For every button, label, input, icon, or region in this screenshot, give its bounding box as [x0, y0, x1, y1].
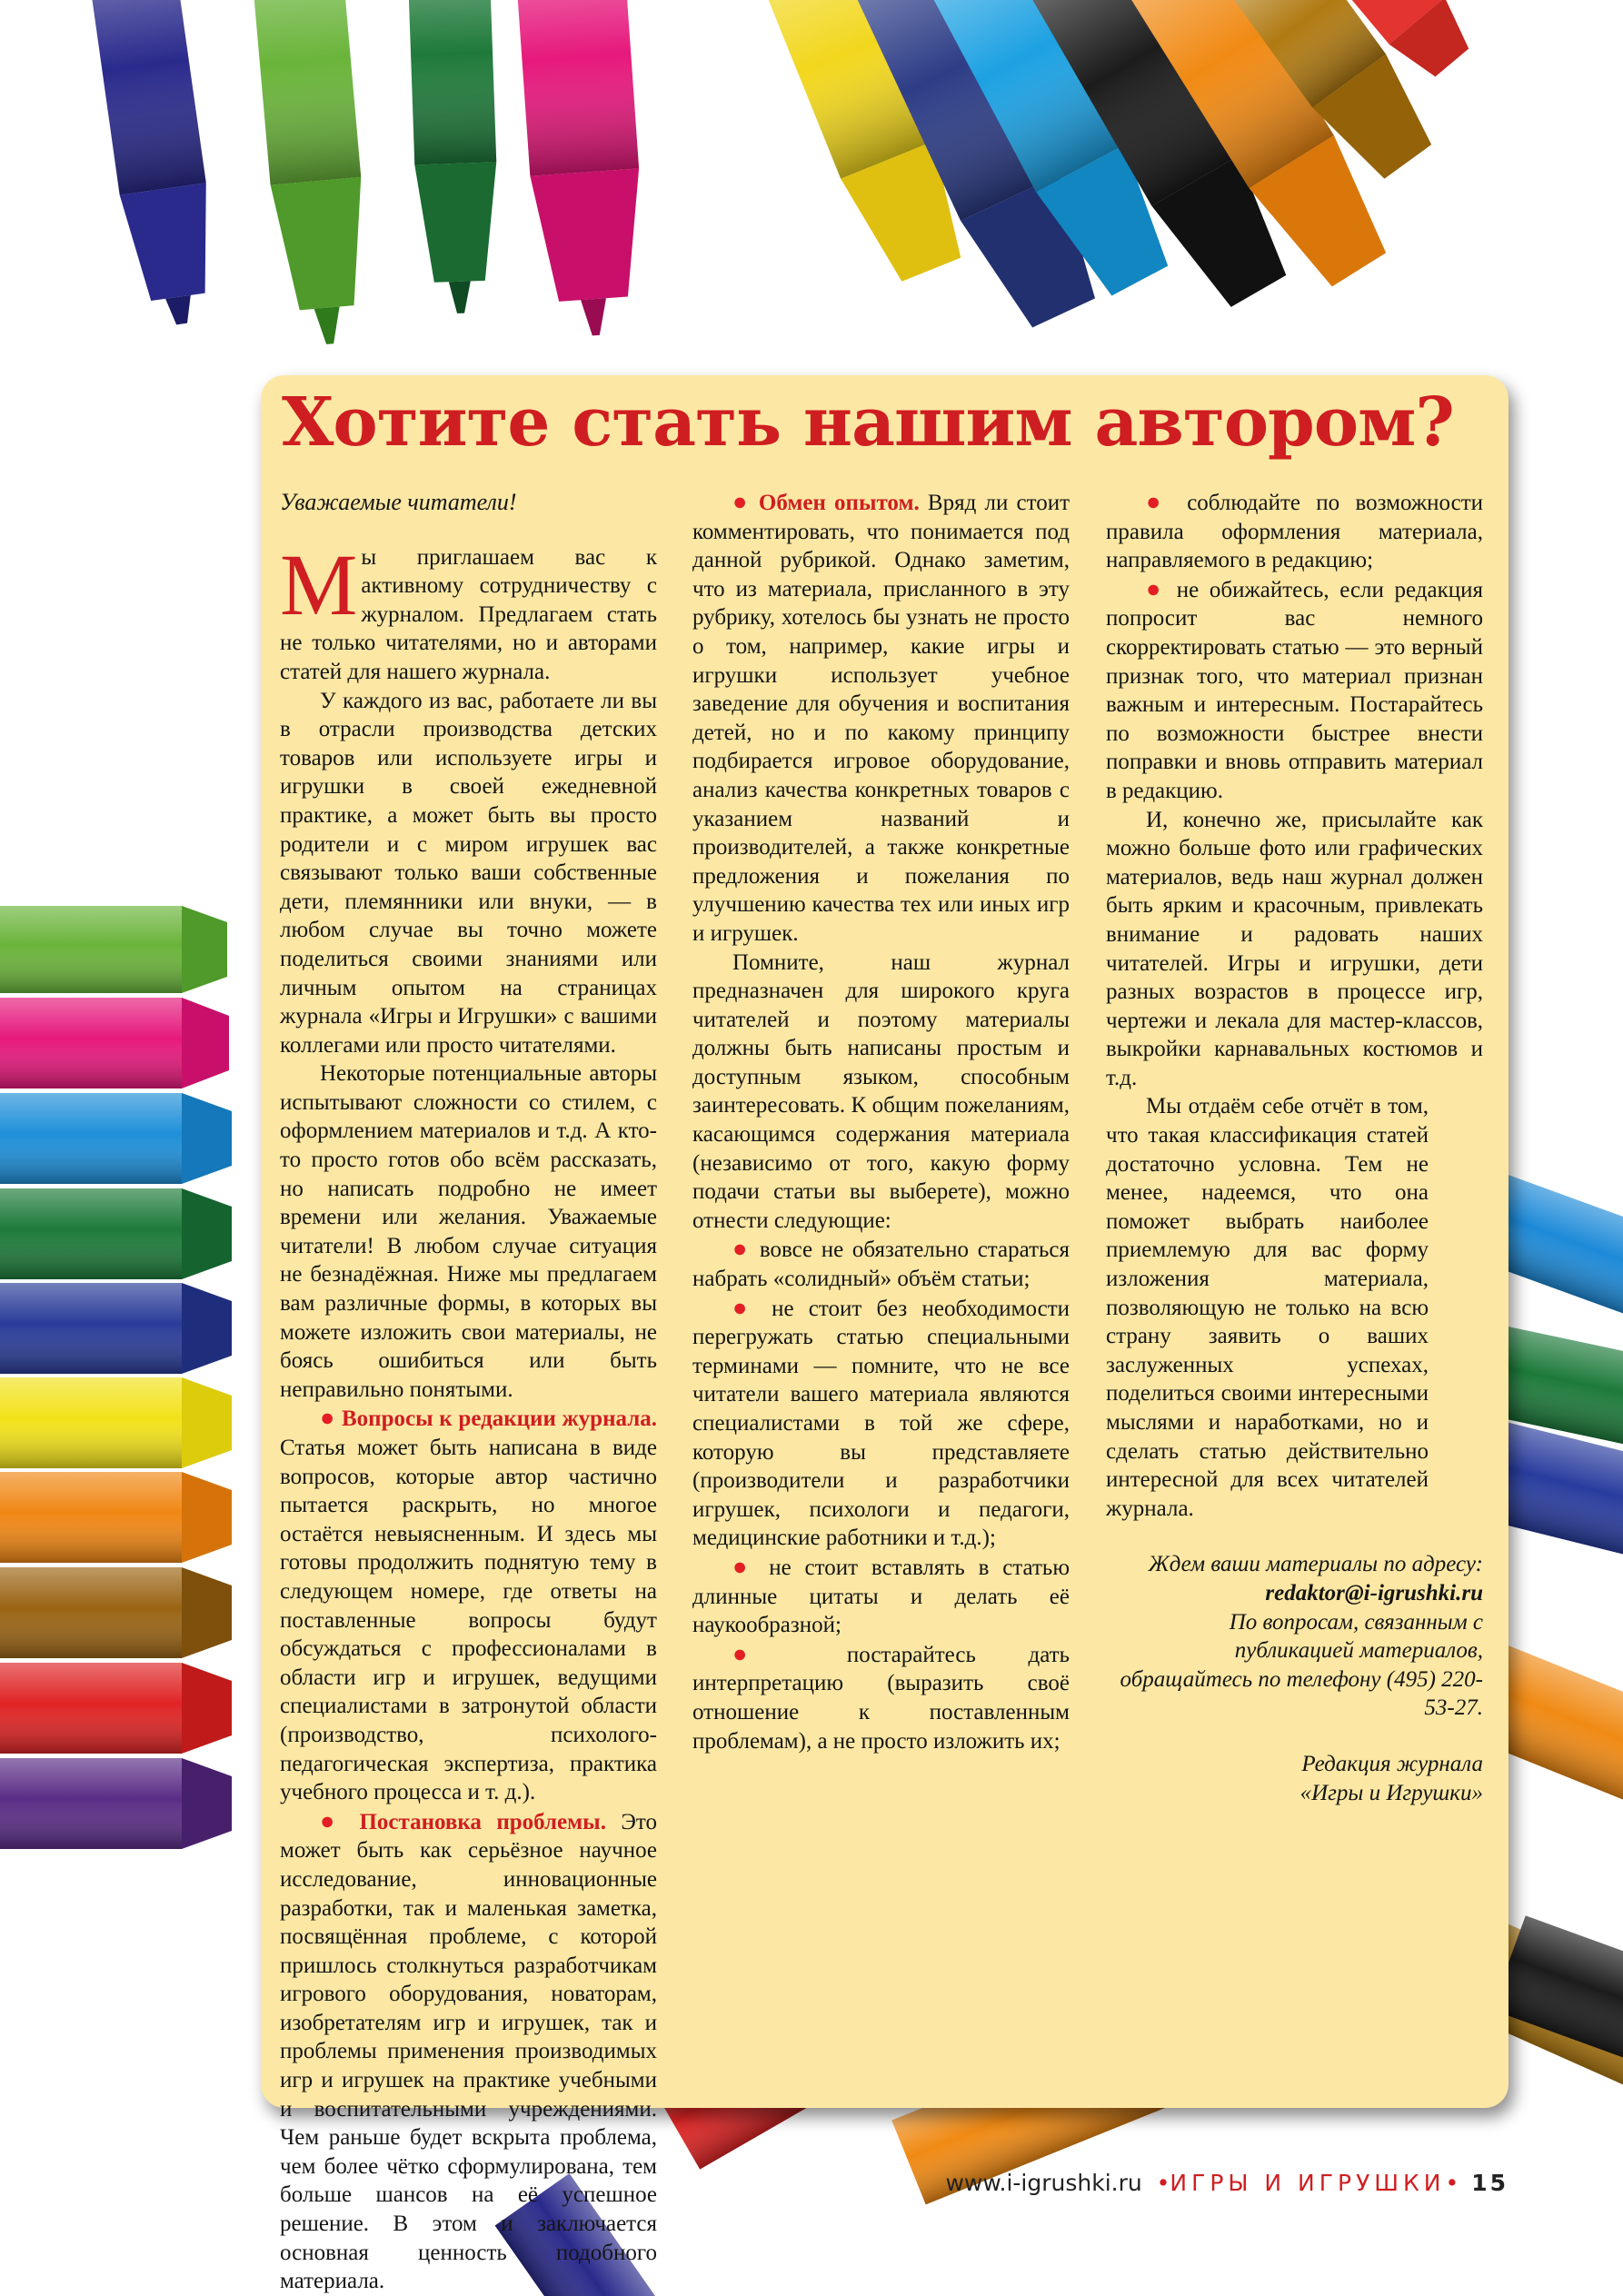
column-3: [1106, 488, 1483, 1807]
left-crayons: [0, 906, 232, 1849]
article-title: Хотите стать нашим автором?: [282, 383, 1454, 462]
section-problem: ● Постановка проблемы. Это может быть как серьёзное научное исследование, инновационные разработки, так и маленькая заметка, посвящённая проблеме, с которой пришлось столкнуться разработчикам игрового оборудования, новаторам, изобретателям игр и игрушек, так и проблемы применения производимых игр и игрушек на практике учебными и воспитательными учреждениями. Чем раньше будет вскрыта проблема, чем более чётко сформулирована, тем больше шансов на её успешное решение. В этом и заключается основная ценность подобного материала.: [280, 1807, 657, 2296]
footer-separator: •: [1445, 2170, 1459, 2196]
contact-email[interactable]: redaktor@i-igrushki.ru: [1265, 1580, 1483, 1605]
greeting: Уважаемые читатели!: [280, 489, 517, 515]
bullet-item: ● не стоит вставлять в статью длинные цитаты и делать её наукообразной;: [692, 1553, 1070, 1640]
signature: Редакция журнала «Игры и Игрушки»: [1299, 1751, 1483, 1805]
section-experience: ● Обмен опытом. Вряд ли стоит комментировать, что понимается под данной рубрикой. Однако заметим, что из материала, присланного в эту рубрику, хотелось бы узнать не просто о том, например, какие игры и игрушки использует учебное заведение для обучения и воспитания детей, но и по какому принципу подбирается игровое оборудование, анализ качества конкретных товаров с указанием названий и производителей, а также конкретные предложения и пожелания по улучшению качества тех или иных игр и игрушек.: [692, 488, 1070, 949]
section-title: Обмен опытом.: [758, 491, 920, 515]
footer-url[interactable]: www.i-igrushki.ru: [945, 2170, 1142, 2196]
section-title: Вопросы к редакции журнала.: [341, 1406, 657, 1432]
drop-cap: М: [280, 535, 358, 633]
footer-separator: •: [1149, 2170, 1170, 2196]
intro-paragraph: Мы приглашаем вас к активному сотрудничеству с журналом. Предлагаем стать не только читателями, но и авторами статей для нашего журнала.: [280, 535, 657, 684]
paragraph: У каждого из вас, работаете ли вы в отрасли производства детских товаров или используете игры и игрушки в своей ежедневной практике, а может быть вы просто родители и с миром игрушек вас связывают только ваши собственные дети, племянники или внуки, — в любом случае вы точно можете поделиться своими знаниями или личным опытом на страницах журнала «Игры и Игрушки» с вашими коллегами или просто читателями.: [280, 688, 657, 1058]
footer-magazine-name: ИГРЫ И ИГРУШКИ: [1170, 2170, 1446, 2196]
paragraph: Помните, наш журнал предназначен для широкого круга читателей и поэтому материалы должны быть написаны простым и доступным языком, способным заинтересовать. К общим пожеланиям, касающимся содержания материала (независимо от того, какую форму подачи статьи вы выберете), можно отнести следующие:: [692, 949, 1070, 1233]
paragraph: И, конечно же, присылайте как можно больше фото или графических материалов, ведь наш журнал должен быть ярким и красочным, привлекать внимание и радовать наших читателей. Игры и игрушки, дети разных возрастов в процессе игр, чертежи и лекала для мастер-классов, выкройки карнавальных костюмов и т.д.: [1106, 807, 1483, 1090]
paragraph: Некоторые потенциальные авторы испытывают сложности со стилем, с оформлением материалов и т.д. А кто-то просто готов обо всём рассказать, но написать подробно не имеет времени или желания. Уважаемые читатели! В любом случае ситуация не безнадёжная. Ниже мы предлагаем вам различные формы, в которых вы можете изложить свои материалы, не боясь ошибиться или быть неправильно понятыми.: [280, 1061, 657, 1402]
bullet-item: ● вовсе не обязательно стараться набрать «солидный» объём статьи;: [692, 1235, 1070, 1293]
top-crayons: [88, 0, 1480, 348]
paragraph: Мы отдаём себе отчёт в том, что такая классификация статей достаточно условна. Тем не менее, надеемся, что она поможет выбрать наиболее приемлемую для вас форму изложения материала, позволяющую не только на всю страну заявить о ваших заслуженных успехах, поделиться своими интересными мыслями и наработками, но и сделать статью действительно интересной для всех читателей журнала.: [1106, 1094, 1429, 1521]
section-title: Постановка проблемы.: [359, 1809, 606, 1834]
bullet-item: ● не стоит без необходимости перегружать статью специальными терминами — помните, что не все читатели вашего материала являются специалистами в той же сфере, которую вы представляете (производители и разработчики игрушек, психологи и педагоги, медицинские работники и т.д.);: [692, 1294, 1070, 1553]
bullet-item: ● соблюдайте по возможности правила оформления материала, направляемого в редакцию;: [1106, 488, 1483, 575]
page-footer: [945, 2170, 1508, 2196]
contact-info: Ждем ваши материалы по адресу: redaktor@i-igrushki.ru По вопросам, связанным с публикацией материалов, обращайтесь по телефону (495) 220-53-27.: [1120, 1552, 1483, 1721]
bullet-item: ● не обижайтесь, если редакция попросит вас немного скорректировать статью — это верный признак того, что материал признан важным и интересным. Постарайтесь по возможности быстрее внести поправки и вновь отправить материал в редакцию.: [1106, 575, 1483, 806]
section-questions: ● Вопросы к редакции журнала. Статья может быть написана в виде вопросов, которые автор частично пытается раскрыть, но многое остаётся невыясненным. И здесь мы готовы продолжить поднятую тему в следующем номере, где ответы на поставленные вопросы будут обсуждаться с профессионалами в области игр и игрушек, ведущими специалистами в затронутой области (производство, психолого-педагогическая экспертиза, практика учебного процесса и т. д.).: [280, 1404, 657, 1806]
column-1: [280, 488, 657, 2294]
bullet-item: ● постарайтесь дать интерпретацию (выразить своё отношение к поставленным проблемам), а не просто изложить их;: [692, 1640, 1070, 1755]
page-number: 15: [1471, 2170, 1508, 2196]
column-2-text: [692, 488, 1070, 2087]
